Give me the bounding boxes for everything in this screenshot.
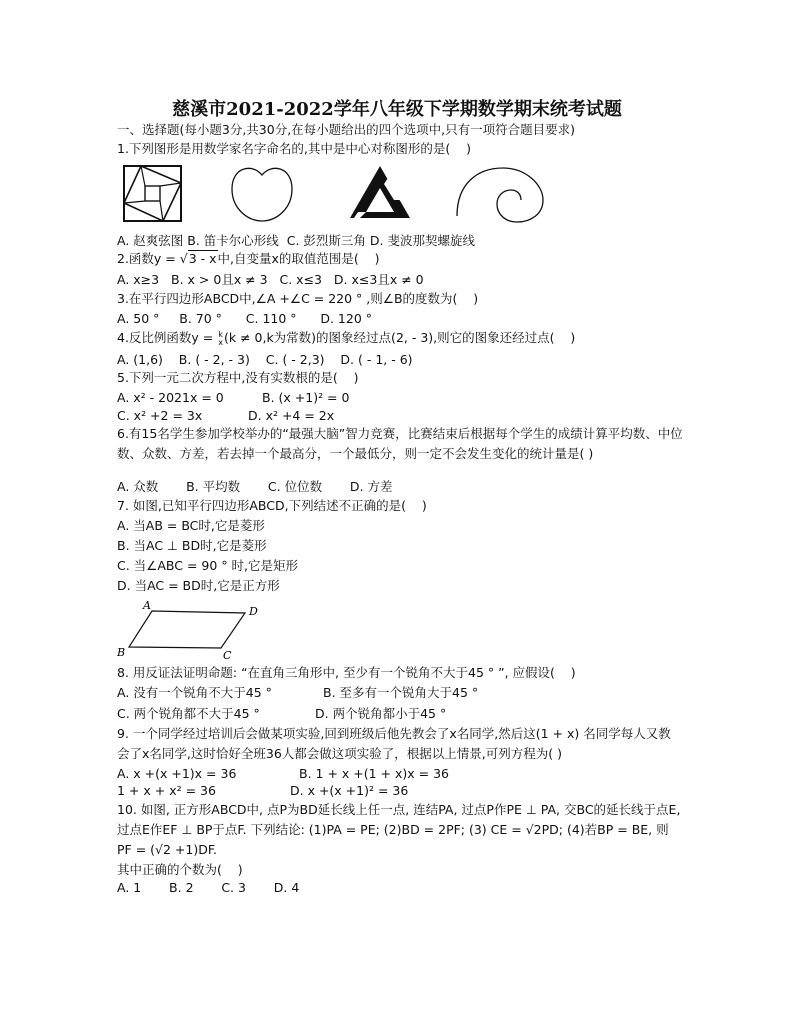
parallelogram-figure <box>115 598 265 660</box>
fibonacci-spiral-figure <box>455 164 545 224</box>
q5-option-b: B. (x +1)² = 0 <box>262 390 350 405</box>
q8-option-d: D. 两个锐角都小于45 ° <box>315 706 447 721</box>
q4-fraction <box>218 331 223 347</box>
q6-options: A. 众数 B. 平均数 C. 位位数 D. 方差 <box>117 479 393 494</box>
q4-stem-b: (k ≠ 0,k为常数)的图象经过点(2, - 3),则它的图象还经过点( ) <box>223 330 576 345</box>
vertex-label-a: A <box>143 599 151 612</box>
q4-options: A. (1,6) B. ( - 2, - 3) C. ( - 2,3) D. ( - 1, - 6) <box>117 352 413 367</box>
q8-option-b: B. 至多有一个锐角大于45 ° <box>323 685 479 700</box>
vertex-label-b: B <box>117 646 126 659</box>
q10-stem-b: 其中正确的个数为( ) <box>117 862 243 877</box>
q7-option-d: D. 当AC = BD时,它是正方形 <box>117 578 280 593</box>
q10-options: A. 1 B. 2 C. 3 D. 4 <box>117 880 300 895</box>
q9-option-b: B. 1 + x +(1 + x)x = 36 <box>299 766 449 781</box>
q7-option-a: A. 当AB = BC时,它是菱形 <box>117 518 265 533</box>
q7-option-b: B. 当AC ⊥ BD时,它是菱形 <box>117 538 267 553</box>
q4-stem-a: 4.反比例函数y = <box>117 330 218 345</box>
q1-options: A. 赵爽弦图 B. 笛卡尔心形线 C. 彭烈斯三角 D. 斐波那契螺旋线 <box>117 233 475 248</box>
q2-radicand: 3 - x <box>188 251 217 266</box>
q2-options: A. x≥3 B. x > 0且x ≠ 3 C. x≤3 D. x≤3且x ≠ 0 <box>117 272 424 287</box>
q9-option-a: A. x +(x +1)x = 36 <box>117 766 237 781</box>
q8-stem: 8. 用反证法证明命题: “在直角三角形中, 至少有一个锐角不大于45 ° ”, 应假设( ) <box>117 665 576 680</box>
q6-stem: 6.有15名学生参加学校举办的“最强大脑”智力竞赛，比赛结束后根据每个学生的成绩计算平均数、中位数、众数、方差，若去掉一个最高分，一个最低分，则一定不会发生变化的统计量是( ) <box>117 426 683 461</box>
q2-stem-b: 中,自变量x的取值范围是( ) <box>217 251 380 266</box>
q9-option-c: 1 + x + x² = 36 <box>117 783 216 798</box>
vertex-label-c: C <box>223 649 232 662</box>
q5-stem: 5.下列一元二次方程中,没有实数根的是( ) <box>117 370 359 385</box>
q5-option-c: C. x² +2 = 3x <box>117 408 203 423</box>
sqrt-sign: √ <box>179 251 188 266</box>
q4-frac-den: x <box>218 337 223 347</box>
q8-option-c: C. 两个锐角都不大于45 ° <box>117 706 260 721</box>
q4-stem <box>117 330 575 347</box>
q3-stem: 3.在平行四边形ABCD中,∠A +∠C = 220 ° ,则∠B的度数为( ) <box>117 291 479 306</box>
zhao-shuang-figure <box>123 165 183 223</box>
section-heading: 一、选择题(每小题3分,共30分,在每小题给出的四个选项中,只有一项符合题目要求) <box>117 122 576 137</box>
q2-stem-a: 2.函数y = <box>117 251 180 266</box>
q3-options: A. 50 ° B. 70 ° C. 110 ° D. 120 ° <box>117 311 373 326</box>
q1-stem: 1.下列图形是用数学家名字命名的,其中是中心对称图形的是( ) <box>117 141 472 156</box>
q2-stem <box>117 251 380 267</box>
q4-frac-num: k <box>218 329 223 339</box>
q10-stem: 10. 如图, 正方形ABCD中, 点P为BD延长线上任一点, 连结PA, 过点P作PE ⊥ PA, 交BC的延长线于点E, 过点E作EF ⊥ BP于点F. 下列结论: (1)PA = PE; (2)BD = 2PF; (3) CE = √2PD; (4)若BP = BE, 则PF = (√2 +1)DF. <box>117 802 681 857</box>
exam-title: 慈溪市2021-2022学年八年级下学期数学期末统考试题 <box>172 99 622 120</box>
q9-stem: 9. 一个同学经过培训后会做某项实验,回到班级后他先教会了x名同学,然后这(1 + x) 名同学每人又教会了x名同学,这时恰好全班36人都会做这项实验了，根据以上情景,可列方程为( ) <box>117 726 671 761</box>
q7-option-c: C. 当∠ABC = 90 ° 时,它是矩形 <box>117 558 299 573</box>
q5-option-d: D. x² +4 = 2x <box>248 408 335 423</box>
cardioid-figure <box>230 163 294 223</box>
q5-option-a: A. x² - 2021x = 0 <box>117 390 224 405</box>
vertex-label-d: D <box>249 605 258 618</box>
penrose-triangle-figure <box>350 166 410 220</box>
q8-option-a: A. 没有一个锐角不大于45 ° <box>117 685 272 700</box>
q9-option-d: D. x +(x +1)² = 36 <box>290 783 409 798</box>
q7-stem: 7. 如图,已知平行四边形ABCD,下列结述不正确的是( ) <box>117 498 427 513</box>
